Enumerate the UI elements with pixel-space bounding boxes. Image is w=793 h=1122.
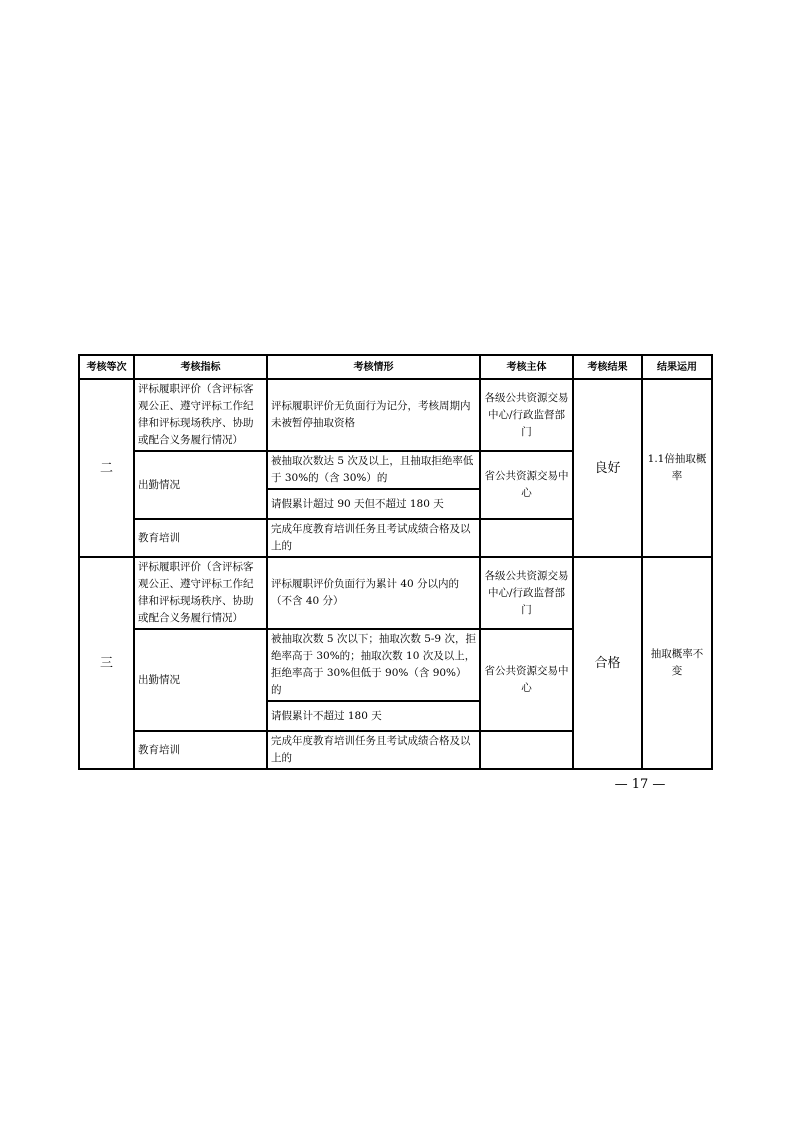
header-situation: 考核情形 (267, 355, 480, 379)
header-grade: 考核等次 (79, 355, 134, 379)
indicator-cell: 评标履职评价（含评标客观公正、遵守评标工作纪律和评标现场秩序、协助或配合义务履行情况） (134, 557, 267, 629)
table-row (79, 379, 712, 451)
subject-cell: 省公共资源交易中心 (480, 451, 573, 519)
subject-cell: 省公共资源交易中心 (480, 629, 573, 731)
indicator-cell: 出勤情况 (134, 451, 267, 519)
indicator-cell: 评标履职评价（含评标客观公正、遵守评标工作纪律和评标现场秩序、协助或配合义务履行情况） (134, 379, 267, 451)
subject-cell-empty (480, 519, 573, 557)
situation-cell: 评标履职评价无负面行为记分，考核周期内未被暂停抽取资格 (267, 379, 480, 451)
header-subject: 考核主体 (480, 355, 573, 379)
situation-cell: 被抽取次数 5 次以下；抽取次数 5-9 次，拒绝率高于 30%的；抽取次数 10 次及以上，拒绝率高于 30%但低于 90%（含 90%）的 (267, 629, 480, 701)
situation-cell: 完成年度教育培训任务且考试成绩合格及以上的 (267, 731, 480, 769)
situation-cell: 完成年度教育培训任务且考试成绩合格及以上的 (267, 519, 480, 557)
header-usage: 结果运用 (642, 355, 712, 379)
page-number: — 17 — (614, 777, 666, 792)
table-header-row (79, 355, 712, 379)
subject-cell: 各级公共资源交易中心/行政监督部门 (480, 557, 573, 629)
subject-cell: 各级公共资源交易中心/行政监督部门 (480, 379, 573, 451)
usage-cell: 抽取概率不变 (642, 557, 712, 769)
situation-cell: 评标履职评价负面行为累计 40 分以内的（不含 40 分） (267, 557, 480, 629)
situation-cell: 被抽取次数达 5 次及以上，且抽取拒绝率低于 30%的（含 30%）的 (267, 451, 480, 489)
assessment-table-container (78, 354, 711, 770)
table-row (79, 557, 712, 629)
indicator-cell: 出勤情况 (134, 629, 267, 731)
grade-cell: 二 (79, 379, 134, 557)
indicator-cell: 教育培训 (134, 519, 267, 557)
result-cell: 良好 (573, 379, 642, 557)
assessment-table (78, 354, 713, 770)
situation-cell: 请假累计不超过 180 天 (267, 701, 480, 731)
indicator-cell: 教育培训 (134, 731, 267, 769)
grade-cell: 三 (79, 557, 134, 769)
result-cell: 合格 (573, 557, 642, 769)
subject-cell-empty (480, 731, 573, 769)
usage-cell: 1.1倍抽取概率 (642, 379, 712, 557)
header-indicator: 考核指标 (134, 355, 267, 379)
situation-cell: 请假累计超过 90 天但不超过 180 天 (267, 489, 480, 519)
header-result: 考核结果 (573, 355, 642, 379)
